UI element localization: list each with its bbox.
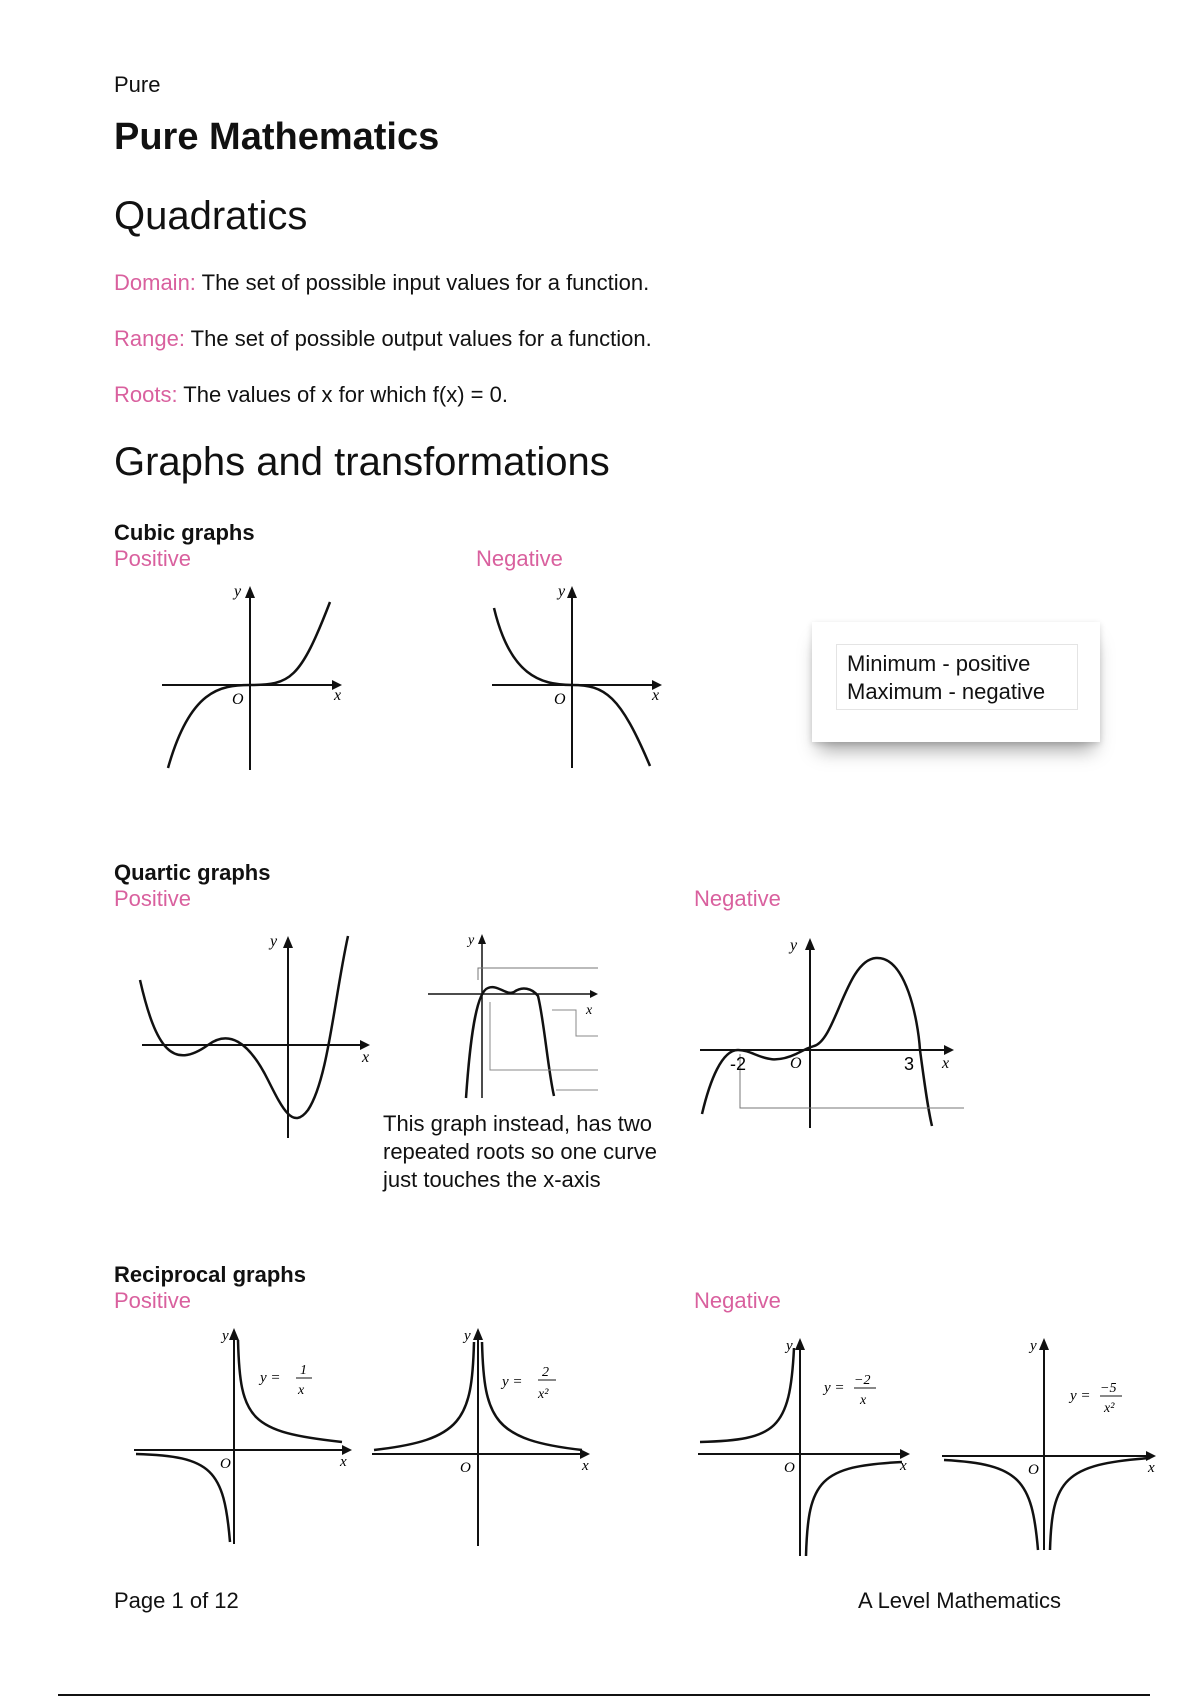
running-header: Pure: [114, 72, 161, 97]
callout-box: [812, 622, 1100, 742]
label-leader: [478, 968, 598, 980]
y-axis-arrow: [473, 1328, 483, 1340]
root-label-right: 3: [904, 1054, 915, 1074]
definition-text: The set of possible input values for a function.: [195, 270, 650, 295]
x-axis-label: x: [1148, 1460, 1155, 1476]
definition-term: Roots:: [114, 382, 178, 407]
origin-label: O: [1028, 1462, 1039, 1478]
label-leader: [740, 1054, 964, 1108]
quartic-positive-label: Positive: [114, 886, 192, 911]
equation-denominator: x: [860, 1393, 867, 1408]
x-axis-label: x: [340, 1454, 347, 1470]
reciprocal-curve: [944, 1460, 1038, 1550]
x-axis-label: x: [582, 1458, 589, 1474]
x-axis-label: x: [652, 687, 660, 704]
reciprocal-curve: [238, 1340, 342, 1442]
x-axis-label: x: [586, 1003, 593, 1018]
quartic-curve: [140, 936, 348, 1118]
reciprocal-neg2-over-x-graph: [696, 1330, 926, 1560]
cubic-heading: Cubic graphs: [114, 520, 255, 545]
x-axis-arrow: [944, 1045, 954, 1055]
definition-term: Range:: [114, 326, 185, 351]
y-axis-arrow: [229, 1328, 239, 1340]
y-axis-label: y: [1030, 1338, 1037, 1354]
reciprocal-heading: Reciprocal graphs: [114, 1262, 306, 1287]
reciprocal-negative-label: Negative: [694, 1288, 781, 1313]
callout-line-1: Minimum - positive: [847, 651, 1031, 676]
origin-label: O: [554, 691, 566, 708]
y-axis-arrow: [1039, 1338, 1049, 1350]
equation-lhs: y =: [502, 1374, 523, 1390]
quartic-note-line: This graph instead, has two: [383, 1111, 653, 1136]
page-number: Page 1 of 12: [114, 1588, 239, 1613]
y-axis-label: y: [222, 1328, 229, 1344]
graphs-heading: Graphs and transformations: [114, 440, 610, 484]
equation-lhs: y =: [260, 1370, 281, 1386]
quartic-positive-graph: [138, 930, 378, 1140]
reciprocal-1-over-x-graph: [132, 1320, 362, 1550]
origin-label: O: [232, 691, 244, 708]
cubic-negative-graph: [480, 580, 700, 770]
equation-numerator: 2: [542, 1365, 549, 1380]
x-axis-label: x: [362, 1049, 370, 1066]
definition-domain: [114, 270, 649, 296]
cubic-positive-graph: [150, 580, 370, 770]
reciprocal-curve: [1050, 1458, 1150, 1550]
root-label-left: -2: [730, 1054, 747, 1074]
y-axis-label: y: [234, 583, 242, 600]
y-axis-arrow: [478, 934, 486, 944]
equation-denominator: x²: [538, 1387, 549, 1402]
y-axis-arrow: [245, 586, 255, 598]
y-axis-label: y: [558, 583, 566, 600]
definition-term: Domain:: [114, 270, 196, 295]
equation-lhs: y =: [824, 1380, 845, 1396]
quartic-heading: Quartic graphs: [114, 860, 271, 885]
definition-text: The set of possible output values for a function.: [184, 326, 652, 351]
y-axis-label: y: [790, 937, 798, 954]
reciprocal-2-over-x2-graph: [370, 1320, 600, 1550]
quartic-note: [383, 1110, 657, 1194]
y-axis-arrow: [805, 938, 815, 950]
equation-numerator: −2: [854, 1373, 871, 1388]
y-axis-label: y: [464, 1328, 471, 1344]
x-axis-label: x: [942, 1055, 950, 1072]
equation-denominator: x²: [1104, 1401, 1115, 1416]
x-axis-label: x: [900, 1458, 907, 1474]
equation-lhs: y =: [1070, 1388, 1091, 1404]
quartic-negative-label: Negative: [694, 886, 781, 911]
equation-denominator: x: [298, 1383, 305, 1398]
y-axis-arrow: [795, 1338, 805, 1350]
reciprocal-neg5-over-x2-graph: [940, 1330, 1170, 1560]
equation-numerator: −5: [1100, 1381, 1117, 1396]
footer-course: A Level Mathematics: [858, 1588, 1061, 1613]
y-axis-arrow: [567, 586, 577, 598]
quartic-note-line: just touches the x-axis: [383, 1167, 601, 1192]
x-axis-label: x: [334, 687, 342, 704]
quartic-curve: [466, 987, 554, 1098]
bottom-rule: [58, 1694, 1150, 1696]
cubic-positive-label: Positive: [114, 546, 192, 571]
definition-range: [114, 326, 652, 352]
origin-label: O: [220, 1456, 231, 1472]
callout-line-2: Maximum - negative: [847, 679, 1046, 704]
quadratics-heading: Quadratics: [114, 194, 308, 238]
callout-inner: [836, 644, 1078, 710]
reciprocal-curve: [482, 1342, 582, 1450]
cubic-negative-label: Negative: [476, 546, 563, 571]
origin-label: O: [460, 1460, 471, 1476]
y-axis-label: y: [468, 933, 475, 948]
reciprocal-curve: [136, 1454, 230, 1542]
origin-label: O: [784, 1460, 795, 1476]
equation-numerator: 1: [300, 1363, 307, 1378]
origin-label: O: [790, 1055, 802, 1072]
y-axis-label: y: [786, 1338, 793, 1354]
quartic-curve: [702, 958, 932, 1126]
x-axis-arrow: [590, 990, 598, 998]
y-axis-arrow: [283, 936, 293, 948]
quartic-repeated-roots-graph: [426, 930, 606, 1100]
quartic-note-line: repeated roots so one curve: [383, 1139, 657, 1164]
page-title: Pure Mathematics: [114, 116, 440, 158]
reciprocal-curve: [806, 1462, 902, 1556]
reciprocal-positive-label: Positive: [114, 1288, 192, 1313]
y-axis-label: y: [270, 933, 278, 950]
definition-text: The values of x for which f(x) = 0.: [177, 382, 508, 407]
reciprocal-curve: [700, 1348, 794, 1442]
reciprocal-curve: [374, 1342, 474, 1450]
definition-roots: [114, 382, 508, 408]
quartic-negative-graph: [696, 930, 966, 1130]
